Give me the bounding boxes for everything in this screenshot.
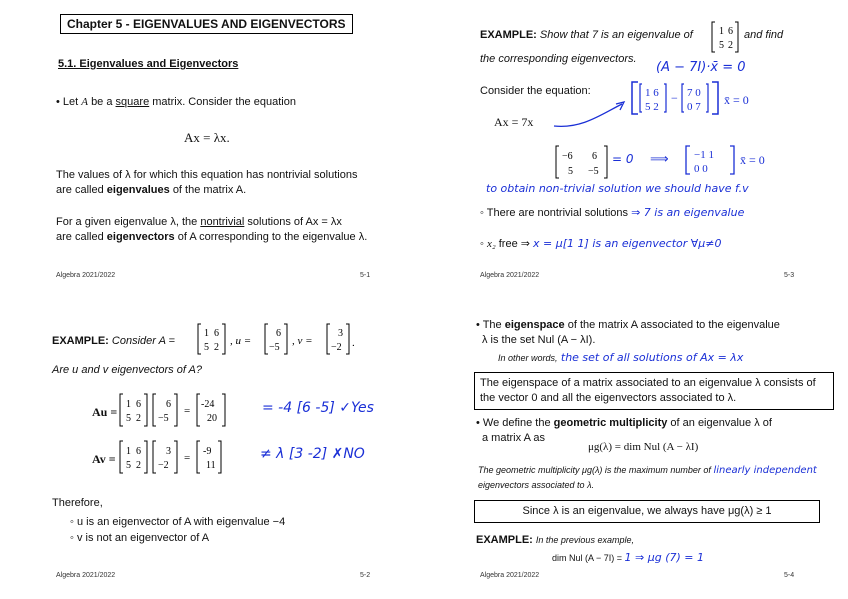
footer-left: Algebra 2021/2022 xyxy=(480,272,540,279)
ink-implies-arrow: ⟹ xyxy=(650,152,669,167)
svg-text:−5: −5 xyxy=(158,413,169,424)
footer-left: Algebra 2021/2022 xyxy=(56,572,116,579)
question: Are u and v eigenvectors of A? xyxy=(52,364,203,376)
svg-text:3: 3 xyxy=(338,328,343,339)
ink-reduced-matrix xyxy=(680,132,840,178)
svg-text:2: 2 xyxy=(136,460,141,471)
page-number: 5-4 xyxy=(784,572,795,579)
page-number: 5-1 xyxy=(360,272,371,279)
svg-text:−: − xyxy=(671,91,678,105)
page-number: 5-2 xyxy=(360,572,371,579)
bullet-nontrivial: ◦ There are nontrivial solutions ⇒ 7 is an eigenvalue xyxy=(480,206,745,219)
svg-text:6: 6 xyxy=(166,399,171,410)
in-other-words: In other words, the set of all solutions of Ax = λx xyxy=(498,351,744,364)
svg-text:x̄ = 0: x̄ = 0 xyxy=(740,153,765,167)
slide-4 xyxy=(424,300,848,599)
svg-text:2: 2 xyxy=(136,413,141,424)
svg-text:−2: −2 xyxy=(331,342,342,353)
svg-text:1: 1 xyxy=(204,328,209,339)
svg-text:0 0: 0 0 xyxy=(694,163,708,175)
example-line-2: the corresponding eigenvectors. xyxy=(480,53,637,65)
ink-av-note: ≠ λ [3 -2] ✗NO xyxy=(260,446,365,462)
dim-line: dim Nul (A − 7I) = 1 ⇒ μg (7) = 1 xyxy=(552,551,705,564)
ink-a-minus-7i: (A − 7I)·x̄ = 0 xyxy=(656,60,746,75)
gm-inequality-box: Since λ is an eigenvalue, we always have μg(λ) ≥ 1 xyxy=(474,500,820,523)
ink-au-note: = -4 [6 -5] ✓Yes xyxy=(262,400,374,416)
svg-text:6: 6 xyxy=(592,151,597,162)
svg-text:−1 1: −1 1 xyxy=(694,149,714,161)
eigenvalue-definition: The values of λ for which this equation has nontrivial solutions are called eigenvalues of the matrix A. xyxy=(56,169,358,196)
section-title: 5.1. Eigenvalues and Eigenvectors xyxy=(58,58,239,70)
footer-left: Algebra 2021/2022 xyxy=(56,272,116,279)
svg-text:3: 3 xyxy=(166,446,171,457)
svg-text:−2: −2 xyxy=(158,460,169,471)
eigenspace-definition: • The eigenspace of the matrix A associated to the eigenvalue λ is the set Nul (A − λI). xyxy=(476,319,780,346)
svg-text:, v =: , v = xyxy=(292,335,313,347)
bullet-x2-free: ◦ x₂ free ⇒ x = μ[1 1] is an eigenvector ∀μ≠0 xyxy=(480,237,722,250)
svg-text:5: 5 xyxy=(204,342,209,353)
svg-text:2: 2 xyxy=(728,40,733,51)
eigenvector-definition: For a given eigenvalue λ, the nontrivial solutions of Ax = λx are called eigenvectors of A corresponding to the eigenvalue λ. xyxy=(56,216,368,243)
svg-text:6: 6 xyxy=(728,26,733,37)
chapter-title: Chapter 5 - EIGENVALUES AND EIGENVECTORS xyxy=(60,14,353,34)
svg-text:5: 5 xyxy=(126,460,131,471)
bullet-u: ◦ u is an eigenvector of A with eigenvalue −4 xyxy=(70,516,286,528)
eigen-equation: Ax = λx. xyxy=(184,130,230,145)
svg-text:5: 5 xyxy=(719,40,724,51)
svg-text:6: 6 xyxy=(136,446,141,457)
svg-text:−5: −5 xyxy=(588,166,599,177)
matrix-a-minus-7i xyxy=(554,144,614,180)
svg-text:1: 1 xyxy=(719,26,724,37)
svg-text:6: 6 xyxy=(214,328,219,339)
svg-text:7 0: 7 0 xyxy=(687,87,701,99)
svg-text:=: = xyxy=(184,452,191,464)
example-line: EXAMPLE: Consider A = xyxy=(52,335,175,347)
footer-left: Algebra 2021/2022 xyxy=(480,572,540,579)
svg-text:1: 1 xyxy=(126,446,131,457)
consider-label: Consider the equation: xyxy=(480,85,591,97)
example-line: EXAMPLE: In the previous example, xyxy=(476,534,634,546)
au-product xyxy=(118,390,268,430)
example-line-end: and find xyxy=(744,29,784,41)
bullet-v: ◦ v is not an eigenvector of A xyxy=(70,532,210,544)
intro-line: • Let A be a square matrix. Consider the equation xyxy=(56,96,296,108)
av-product xyxy=(118,437,268,477)
svg-text:2: 2 xyxy=(214,342,219,353)
svg-text:, u =: , u = xyxy=(230,335,252,347)
svg-text:1 6: 1 6 xyxy=(645,87,659,99)
slide-1 xyxy=(0,0,424,299)
svg-text:5: 5 xyxy=(126,413,131,424)
svg-text:-9: -9 xyxy=(203,446,212,457)
page-number: 5-3 xyxy=(784,272,795,279)
gm-formula: μg(λ) = dim Nul (A − λI) xyxy=(588,441,699,453)
gm-note: The geometric multiplicity μg(λ) is the maximum number of linearly independent eigenvectors associated to λ. xyxy=(478,465,817,490)
svg-text:1: 1 xyxy=(126,399,131,410)
eigenspace-box: The eigenspace of a matrix associated to an eigenvalue λ consists of the vector 0 and all the eigenvectors associated to λ. xyxy=(474,372,834,410)
svg-text:5: 5 xyxy=(568,166,573,177)
equation-7x: Ax = 7x xyxy=(494,115,534,129)
example-line: EXAMPLE: Show that 7 is an eigenvalue of xyxy=(480,29,693,41)
svg-text:=: = xyxy=(184,405,191,417)
svg-text:6: 6 xyxy=(136,399,141,410)
slide-2 xyxy=(0,300,424,599)
svg-text:−5: −5 xyxy=(269,342,280,353)
svg-text:-24: -24 xyxy=(201,399,215,410)
svg-text:6: 6 xyxy=(276,328,281,339)
therefore: Therefore, xyxy=(52,497,103,509)
given-matrices xyxy=(196,322,376,356)
ink-matrix-sketch xyxy=(552,74,842,134)
svg-text:.: . xyxy=(352,337,355,349)
au-label: Au = xyxy=(92,405,118,419)
svg-text:5 2: 5 2 xyxy=(645,101,659,113)
geometric-multiplicity-def: • We define the geometric multiplicity of an eigenvalue λ of a matrix A as xyxy=(476,417,772,444)
matrix-a xyxy=(710,20,740,54)
ink-mat2: x̄ = 0 xyxy=(724,93,749,107)
svg-text:20: 20 xyxy=(207,413,217,424)
av-label: Av = xyxy=(92,452,116,466)
svg-text:0 7: 0 7 xyxy=(687,101,701,113)
svg-text:11: 11 xyxy=(206,460,216,471)
svg-text:−6: −6 xyxy=(562,151,573,162)
slide-3 xyxy=(424,0,848,299)
ink-mat-eq: = 0 xyxy=(612,152,634,166)
ink-nontrivial-note: to obtain non-trivial solution we should have f.v xyxy=(486,182,749,195)
